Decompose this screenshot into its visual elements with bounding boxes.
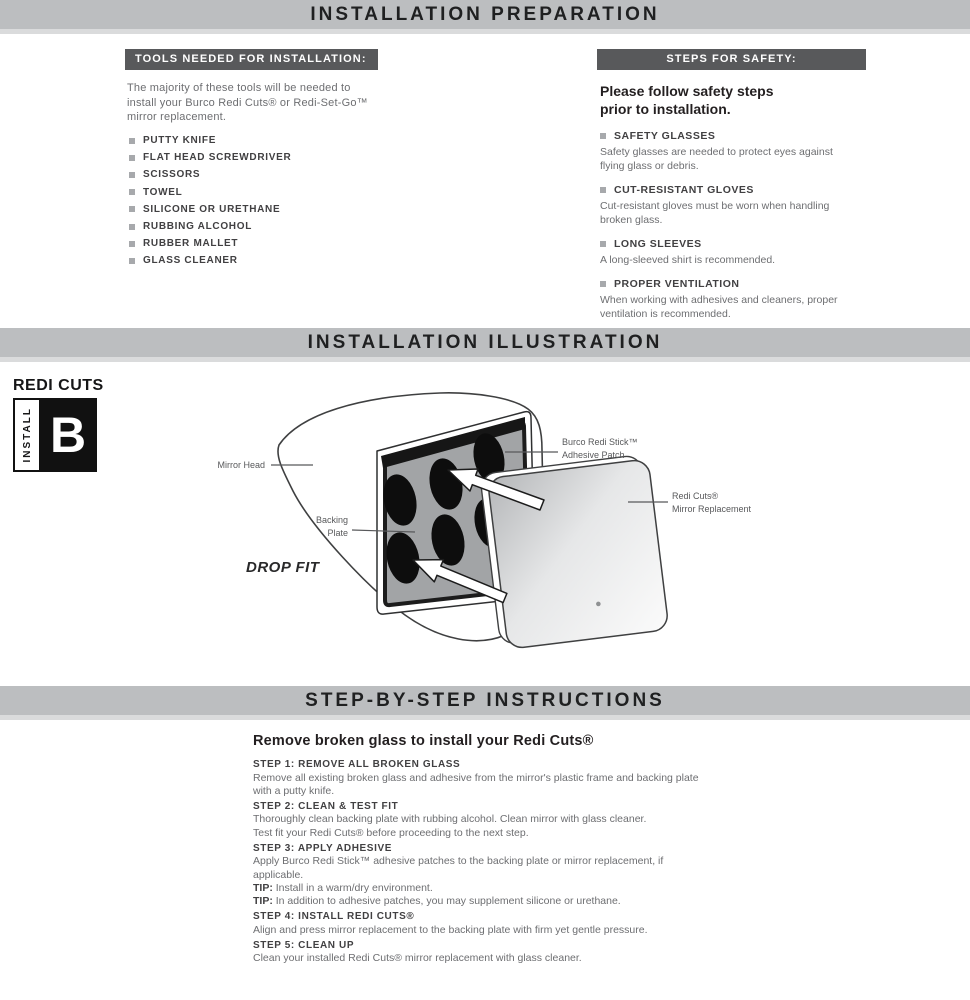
tip-line [253,895,701,908]
safety-item-description: Safety glasses are needed to protect eyes against flying glass or debris. [600,146,833,172]
instructions-block [253,733,701,966]
safety-header-bar: STEPS FOR SAFETY: [597,49,866,70]
safety-item-title [600,278,855,290]
safety-item [600,238,855,267]
mirror-replacement-label-line2: Mirror Replacement [672,503,752,514]
tool-list-item [129,149,291,166]
step-2-title: STEP 2: CLEAN & TEST FIT [253,800,399,812]
tools-header-bar: TOOLS NEEDED FOR INSTALLATION: [125,49,378,70]
step-4-body: Align and press mirror replacement to the backing plate with firm yet gentle pressure. [253,923,648,936]
mirror-head-label: Mirror Head [217,460,265,470]
bullet-square-icon [600,241,606,247]
banner-installation-illustration: INSTALLATION ILLUSTRATION [0,328,970,362]
install-vertical-label: INSTALL [21,407,33,463]
backing-plate-label [290,514,348,539]
tool-label: FLAT HEAD SCREWDRIVER [143,152,292,164]
tool-list-item [129,132,291,149]
bullet-square-icon [129,224,135,230]
step-1-body: with a putty knife. [253,784,335,797]
step-1-title: STEP 1: REMOVE ALL BROKEN GLASS [253,759,461,770]
safety-item [600,278,855,321]
tools-list [129,132,291,270]
install-letter-b: B [41,400,95,470]
safety-title-text: PROPER VENTILATION [614,278,740,290]
tip-label: TIP: [253,895,273,908]
drop-fit-label: DROP FIT [246,559,320,576]
bullet-square-icon [129,241,135,247]
backing-plate-label-line2: Plate [327,527,348,538]
safety-item-description: A long-sleeved shirt is recommended. [600,254,776,266]
bullet-square-icon [129,189,135,195]
bullet-square-icon [129,258,135,264]
adhesive-patch-label [562,436,638,461]
adhesive-patch-label-line2: Adhesive Patch [562,449,625,460]
bullet-square-icon [600,133,606,139]
tool-list-item [129,201,291,218]
banner-step-by-step-instructions: STEP-BY-STEP INSTRUCTIONS [0,686,970,720]
safety-item-title [600,184,855,196]
redi-cuts-brand-label: REDI CUTS [13,377,104,394]
bullet-square-icon [600,187,606,193]
instructions-heading: Remove broken glass to install your Redi Cuts® [253,733,594,749]
safety-item [600,184,855,227]
safety-title-text: SAFETY GLASSES [614,130,716,142]
bullet-square-icon [129,172,135,178]
tool-list-item [129,252,291,269]
tool-label: SILICONE OR URETHANE [143,203,281,215]
step-3-title: STEP 3: APPLY ADHESIVE [253,842,392,854]
safety-title-text: LONG SLEEVES [614,238,702,250]
tool-label: RUBBER MALLET [143,238,239,250]
safety-item-description: When working with adhesives and cleaners, proper ventilation is recommended. [600,294,838,320]
tool-label: TOWEL [143,186,183,198]
banner-installation-preparation: INSTALLATION PREPARATION [0,0,970,34]
step-2-body: Thoroughly clean backing plate with rubbing alcohol. Clean mirror with glass cleaner. [253,813,647,826]
tip-text: In addition to adhesive patches, you may supplement silicone or urethane. [272,895,621,908]
mirror-replacement-shape [480,454,669,650]
step-3-body: Apply Burco Redi Stick™ adhesive patches to the backing plate or mirror replacement, if applicable. [253,855,664,881]
mirror-replacement-label-line1: Redi Cuts® [672,491,719,501]
safety-item-title [600,130,855,142]
tip-line [253,882,701,895]
mirror-installation-diagram [0,370,970,680]
safety-title-text: CUT-RESISTANT GLOVES [614,184,754,196]
step-1-body: Remove all existing broken glass and adhesive from the mirror's plastic frame and backing plate [253,771,699,784]
bullet-square-icon [600,281,606,287]
bullet-square-icon [129,138,135,144]
tip-label: TIP: [253,881,273,894]
safety-intro: prior to installation. [600,101,731,117]
step-5-body: Clean your installed Redi Cuts® mirror replacement with glass cleaner. [253,952,582,965]
backing-plate-label-line1: Backing [315,515,348,525]
step-4-title: STEP 4: INSTALL REDI CUTS® [253,911,415,923]
bullet-square-icon [129,155,135,161]
tool-label: SCISSORS [143,169,201,181]
safety-column [600,82,855,332]
mirror-replacement-label [672,490,751,515]
tip-text: Install in a warm/dry environment. [272,881,433,894]
step-5-title: STEP 5: CLEAN UP [253,939,355,951]
tool-list-item [129,218,291,235]
tool-label: PUTTY KNIFE [143,135,217,147]
bullet-square-icon [129,206,135,212]
tool-label: GLASS CLEANER [143,255,238,267]
safety-items [600,130,855,321]
tool-list-item [129,184,291,201]
safety-item-title [600,238,855,250]
safety-intro: Please follow safety steps [600,83,774,99]
tool-list-item [129,166,291,183]
safety-item [600,130,855,173]
tool-list-item [129,235,291,252]
tools-intro-text: The majority of these tools will be needed to install your Burco Redi Cuts® or Redi-Set-Go™ mirror replacement. [127,82,368,123]
safety-item-description: Cut-resistant gloves must be worn when handling broken glass. [600,200,830,226]
step-2-body: Test fit your Redi Cuts® before proceeding to the next step. [253,826,529,839]
tool-label: RUBBING ALCOHOL [143,221,253,233]
adhesive-patch-label-line1: Burco Redi Stick™ [562,437,638,447]
